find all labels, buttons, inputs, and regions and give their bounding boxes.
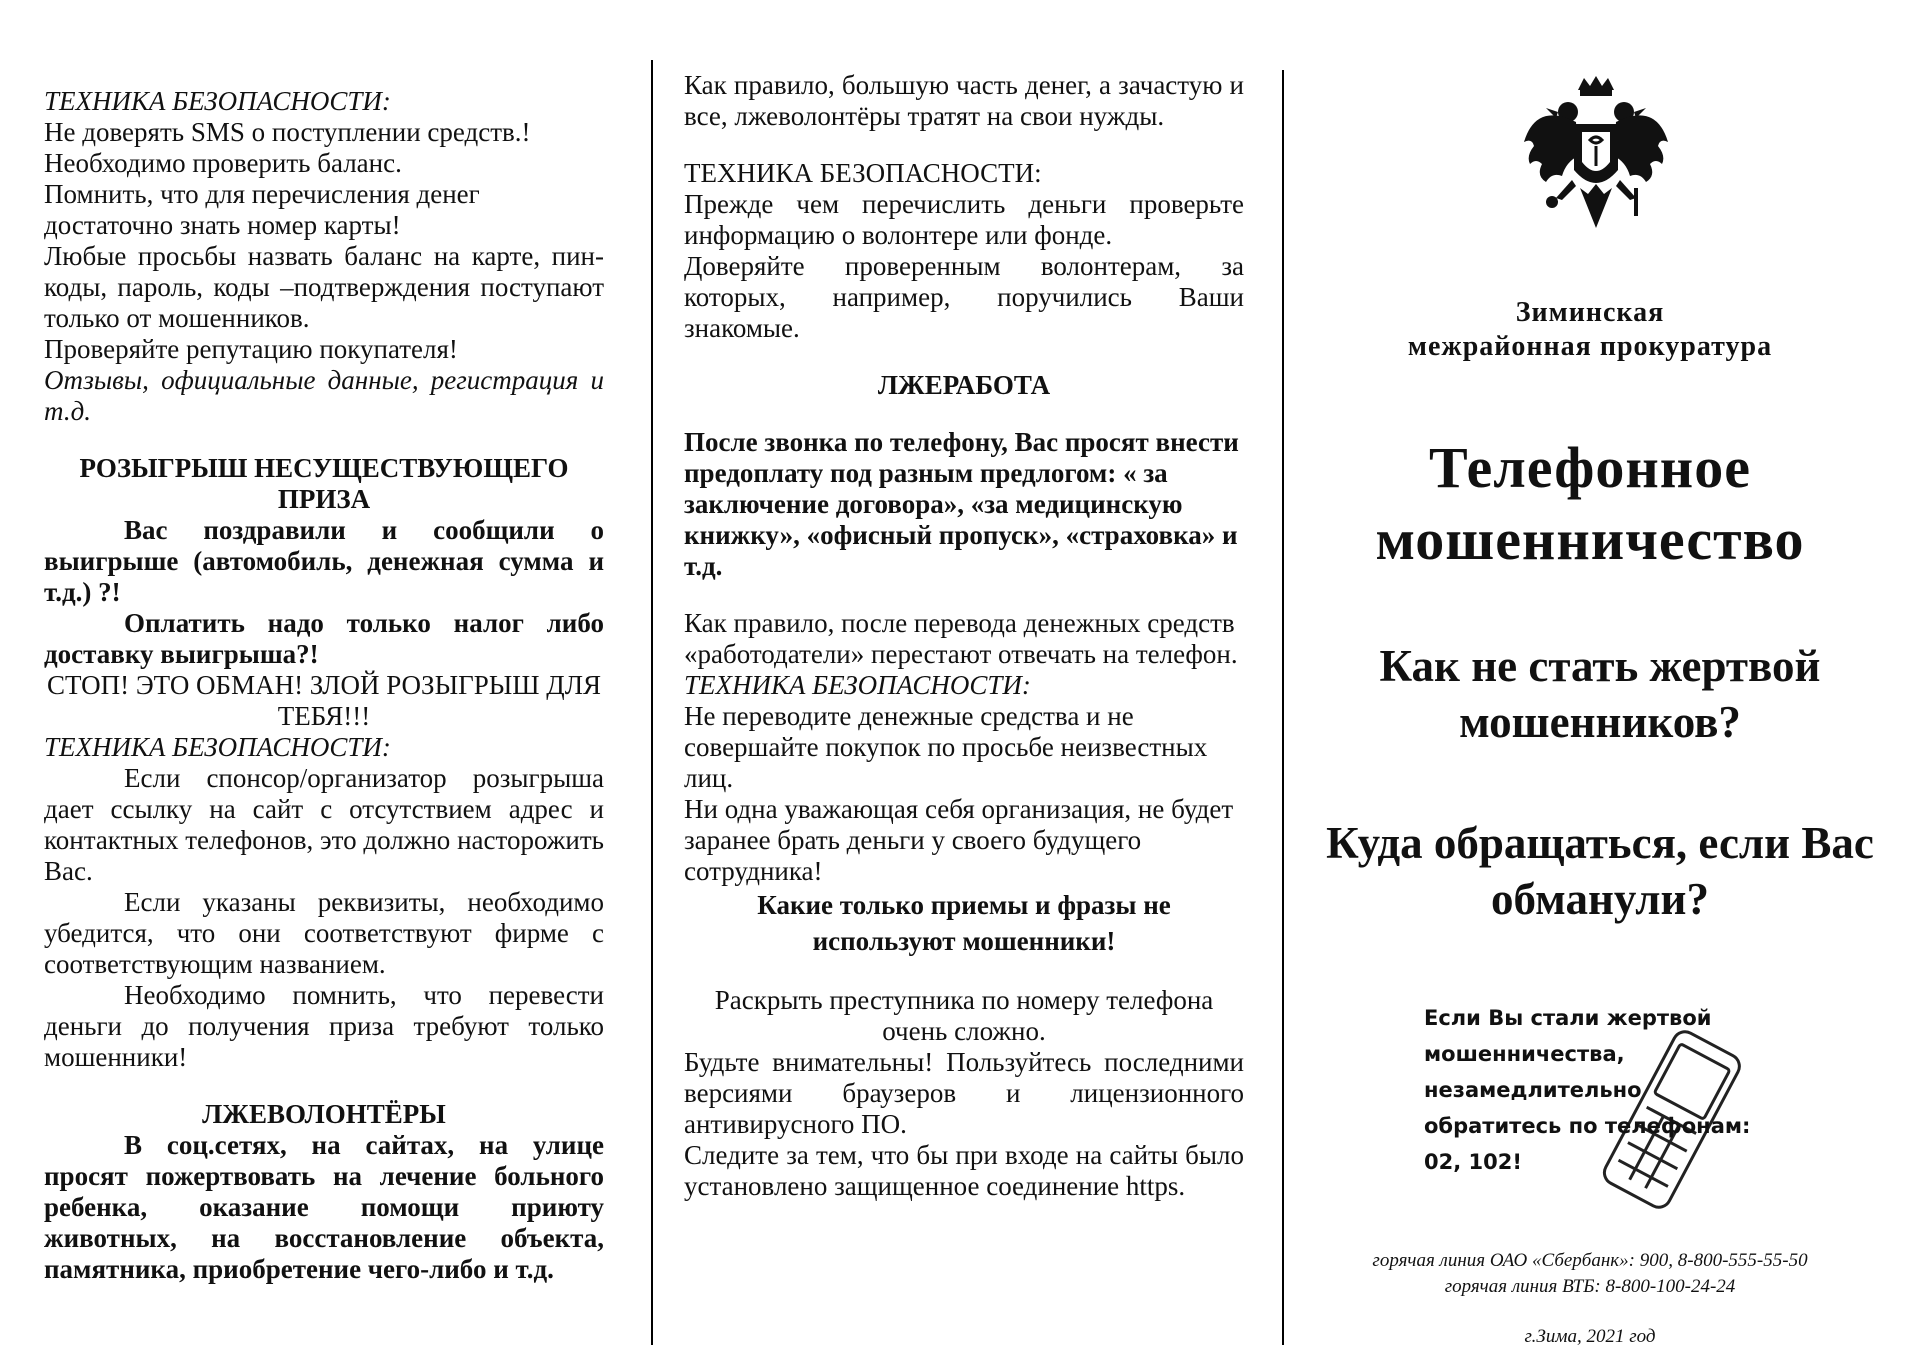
safety-title-4: ТЕХНИКА БЕЗОПАСНОСТИ: xyxy=(684,670,1031,700)
job-bold-paragraph: После звонка по телефону, Вас просят внести предоплату под разным предлогом: « за заключение договора», «за медицинскую книжку», «офисный пропуск», «страховка» и т.д. xyxy=(684,427,1239,581)
safety-title-1: ТЕХНИКА БЕЗОПАСНОСТИ: xyxy=(44,86,391,116)
question-2: Куда обращаться, если Вас обманули? xyxy=(1326,818,1874,924)
prize-paragraph-1: Вас поздравили и сообщили о выигрыше (автомобиль, денежная сумма и т.д.) ?! xyxy=(44,515,604,607)
column-divider-right xyxy=(1282,70,1284,1345)
volunteers-paragraph: В соц.сетях, на сайтах, на улице просят пожертвовать на лечение больного ребенка, оказание помощи приюту животных, на восстановление объекта, памятника, приобретение чего-либо и т.д. xyxy=(44,1130,604,1284)
emblem xyxy=(1516,72,1676,257)
safety1-line: Помнить, что для перечисления денег достаточно знать номер карты! xyxy=(44,179,480,240)
safety1-line: Не доверять SMS о поступлении средств.! xyxy=(44,117,531,147)
safety1-italic: Отзывы, официальные данные, регистрация и т.д. xyxy=(44,365,604,426)
volunteers-intro: Как правило, большую часть денег, а зачастую и все, лжеволонтёры тратят на свои нужды. xyxy=(684,70,1244,131)
note-line: мошенничества, xyxy=(1424,1042,1625,1066)
safety2-paragraph-1: Если спонсор/организатор розыгрыша дает ссылку на сайт с отсутствием адрес и контактных телефонов, это должно насторожить Вас. xyxy=(44,763,604,886)
prize-paragraph-2: Оплатить надо только налог либо доставку выигрыша?! xyxy=(44,608,604,669)
organization-name xyxy=(1310,296,1870,364)
main-title: Телефонное мошенничество xyxy=(1375,435,1805,572)
victim-note xyxy=(1396,984,1786,1216)
note-line: Если Вы стали жертвой xyxy=(1424,1006,1712,1030)
attention-paragraph: Будьте внимательны! Пользуйтесь последними версиями браузеров и лицензионного антивирусного ПО. xyxy=(684,1047,1244,1139)
hotline-sberbank: горячая линия ОАО «Сбербанк»: 900, 8-800-555-55-50 xyxy=(1372,1250,1808,1271)
safety4-paragraph-1: Не переводите денежные средства и не совершайте покупок по просьбе неизвестных лиц. xyxy=(684,701,1208,793)
phrases-bold: Какие только приемы и фразы не используют мошенники! xyxy=(757,890,1171,956)
safety-title-3: ТЕХНИКА БЕЗОПАСНОСТИ: xyxy=(684,158,1042,188)
column-divider-left xyxy=(651,60,653,1345)
prize-stop: СТОП! ЭТО ОБМАН! ЗЛОЙ РОЗЫГРЫШ ДЛЯ ТЕБЯ!!! xyxy=(46,670,602,731)
safety1-line: Необходимо проверить баланс. xyxy=(44,148,402,178)
column-left xyxy=(44,86,604,1285)
safety4-paragraph-2: Ни одна уважающая себя организация, не будет заранее брать деньги у своего будущего сотрудника! xyxy=(684,794,1234,886)
https-paragraph: Следите за тем, что бы при входе на сайты было установлено защищенное соединение https. xyxy=(684,1140,1244,1201)
org-line-2: межрайонная прокуратура xyxy=(1407,331,1773,362)
safety-title-2: ТЕХНИКА БЕЗОПАСНОСТИ: xyxy=(44,732,391,762)
safety1-line: Проверяйте репутацию покупателя! xyxy=(44,334,458,364)
reveal-paragraph: Раскрыть преступника по номеру телефона очень сложно. xyxy=(714,985,1214,1046)
note-line: незамедлительно xyxy=(1424,1078,1642,1102)
safety2-paragraph-2: Если указаны реквизиты, необходимо убедится, что они соответствуют фирме с соответствующим названием. xyxy=(44,887,604,979)
volunteers-title: ЛЖЕВОЛОНТЁРЫ xyxy=(202,1099,446,1129)
note-line: обратитесь по телефонам: xyxy=(1424,1114,1751,1138)
prize-title: РОЗЫГРЫШ НЕСУЩЕСТВУЮЩЕГО ПРИЗА xyxy=(79,453,569,514)
note-line: 02, 102! xyxy=(1424,1150,1522,1174)
safety3-paragraph-2: Доверяйте проверенным волонтерам, за которых, например, поручились Ваши знакомые. xyxy=(684,251,1244,343)
footer-place-year: г.Зима, 2021 год xyxy=(1524,1326,1656,1347)
question-1: Как не стать жертвой мошенников? xyxy=(1379,641,1821,747)
safety1-line: Любые просьбы назвать баланс на карте, пин-коды, пароль, коды –подтверждения поступают только от мошенников. xyxy=(44,241,604,333)
org-line-1: Зиминская xyxy=(1515,297,1665,328)
safety3-paragraph-1: Прежде чем перечислить деньги проверьте информацию о волонтере или фонде. xyxy=(684,189,1244,250)
safety2-paragraph-3: Необходимо помнить, что перевести деньги до получения приза требуют только мошенники! xyxy=(44,980,604,1072)
victim-note-text xyxy=(1424,1000,1750,1180)
hotline-vtb: горячая линия ВТБ: 8-800-100-24-24 xyxy=(1444,1276,1736,1297)
double-headed-eagle-emblem-icon xyxy=(1516,72,1676,257)
column-middle xyxy=(684,70,1244,1202)
job-paragraph: Как правило, после перевода денежных средств «работодатели» перестают отвечать на телефон. xyxy=(684,608,1238,669)
job-title: ЛЖЕРАБОТА xyxy=(877,370,1051,400)
